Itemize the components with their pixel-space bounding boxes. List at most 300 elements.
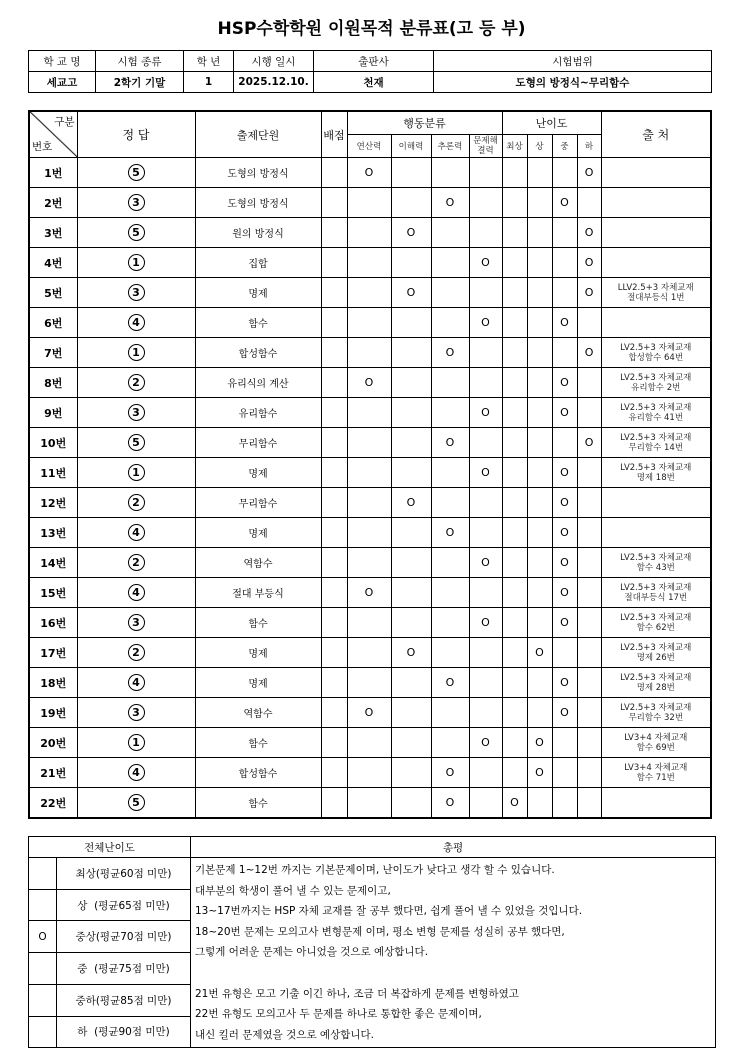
level-label: 최상(평균60점 미만): [57, 858, 191, 890]
behavior-cell: [347, 338, 391, 368]
source-cell: [601, 638, 711, 668]
difficulty-cell: [577, 368, 601, 398]
check-mark: O: [584, 166, 594, 179]
difficulty-cell: [502, 728, 527, 758]
behavior-cell: [347, 368, 391, 398]
check-mark: O: [445, 346, 455, 359]
difficulty-cell: [527, 518, 552, 548]
circled-answer: 1: [128, 464, 145, 481]
answer-cell: [77, 668, 195, 698]
difficulty-cell: [577, 608, 601, 638]
score-cell: [321, 698, 347, 728]
answer-cell: [77, 638, 195, 668]
behavior-cell: [469, 728, 502, 758]
source-cell: [601, 728, 711, 758]
source-cell: [601, 398, 711, 428]
score-cell: [321, 338, 347, 368]
behavior-cell: [391, 758, 431, 788]
source-header: 출 처: [601, 111, 711, 158]
source-line: 명제 28번: [636, 682, 675, 693]
source-cell: [601, 578, 711, 608]
comment-line: 대부분의 학생이 풀어 낼 수 있는 문제이고,: [195, 884, 391, 897]
difficulty-cell: [527, 488, 552, 518]
source-cell: [601, 488, 711, 518]
check-mark: O: [584, 226, 594, 239]
source-line: LLV2.5+3 자체교재: [617, 282, 694, 293]
comment-line: 22번 유형도 모의고사 두 문제를 하나로 통합한 좋은 문제이며,: [195, 1008, 482, 1021]
answer-cell: [77, 218, 195, 248]
classification-table: [28, 110, 712, 819]
circled-answer: 3: [128, 284, 145, 301]
check-mark: O: [406, 646, 416, 659]
check-mark: O: [364, 166, 374, 179]
level-label: 중 (평균75점 미만): [57, 953, 191, 985]
behavior-cell: [391, 248, 431, 278]
difficulty-cell: [552, 698, 577, 728]
score-cell: [321, 578, 347, 608]
behavior-cell: [347, 578, 391, 608]
difficulty-cell: [577, 458, 601, 488]
check-mark: O: [560, 466, 569, 479]
difficulty-cell: [577, 278, 601, 308]
table-row: [29, 278, 711, 308]
check-mark: O: [406, 226, 416, 239]
difficulty-cell: [527, 668, 552, 698]
score-cell: [321, 398, 347, 428]
circled-answer: 1: [128, 344, 145, 361]
circled-answer: 3: [128, 614, 145, 631]
table-row: [29, 698, 711, 728]
source-line: 함수 71번: [636, 772, 675, 783]
difficulty-cell: [577, 668, 601, 698]
difficulty-cell: [502, 518, 527, 548]
difficulty-cell: [552, 398, 577, 428]
info-header: 시행 일시: [234, 51, 314, 72]
question-number: 6번: [29, 308, 77, 338]
source-cell: [601, 668, 711, 698]
question-number: 20번: [29, 728, 77, 758]
check-mark: O: [535, 736, 544, 749]
level-row: [29, 858, 716, 890]
check-mark: O: [481, 316, 490, 329]
difficulty-cell: [527, 608, 552, 638]
unit-cell: 역함수: [195, 698, 321, 728]
question-number: 5번: [29, 278, 77, 308]
difficulty-cell: [502, 158, 527, 188]
source-line: 무리함수 14번: [628, 442, 684, 453]
circled-answer: 4: [128, 524, 145, 541]
comment-cell: [191, 858, 716, 1048]
behavior-cell: [391, 398, 431, 428]
question-number: 9번: [29, 398, 77, 428]
behavior-cell: [431, 548, 469, 578]
comment-line: 21번 유형은 모고 기출 이긴 하나, 조금 더 복잡하게 문제를 변형하였고: [195, 987, 519, 1000]
level-mark: [29, 953, 57, 985]
source-line: LV2.5+3 자체교재: [620, 462, 692, 473]
answer-cell: [77, 698, 195, 728]
question-number: 14번: [29, 548, 77, 578]
check-mark: O: [406, 286, 416, 299]
behavior-cell: [391, 308, 431, 338]
table-row: [29, 428, 711, 458]
question-number: 4번: [29, 248, 77, 278]
behavior-cell: [469, 218, 502, 248]
table-row: [29, 548, 711, 578]
source-line: LV3+4 자체교재: [624, 732, 688, 743]
source-line: 유리함수 2번: [631, 382, 681, 393]
difficulty-cell: [577, 248, 601, 278]
check-mark: O: [560, 316, 569, 329]
answer-cell: [77, 338, 195, 368]
circled-answer: 1: [128, 254, 145, 271]
unit-header: 출제단원: [195, 111, 321, 158]
circled-answer: 2: [128, 554, 145, 571]
difficulty-cell: [552, 218, 577, 248]
difficulty-cell: [552, 458, 577, 488]
source-line: 절대부등식 17번: [624, 592, 688, 603]
check-mark: O: [481, 616, 490, 629]
source-cell: [601, 428, 711, 458]
difficulty-cell: [552, 608, 577, 638]
behavior-cell: [347, 758, 391, 788]
source-cell: [601, 278, 711, 308]
difficulty-cell: [577, 548, 601, 578]
difficulty-cell: [502, 188, 527, 218]
difficulty-cell: [502, 578, 527, 608]
behavior-cell: [391, 218, 431, 248]
difficulty-cell: [502, 548, 527, 578]
check-mark: O: [445, 436, 455, 449]
score-cell: [321, 158, 347, 188]
behavior-cell: [469, 518, 502, 548]
behavior-cell: [347, 308, 391, 338]
difficulty-cell: [577, 338, 601, 368]
behavior-cell: [391, 278, 431, 308]
behavior-cell: [431, 758, 469, 788]
difficulty-cell: [502, 338, 527, 368]
corner-bottom-label: 번호: [32, 141, 53, 153]
difficulty-cell: [577, 728, 601, 758]
behavior-cell: [391, 338, 431, 368]
level-label: 중하(평균85점 미만): [57, 984, 191, 1016]
check-mark: O: [445, 526, 455, 539]
info-header: 시험범위: [434, 51, 712, 72]
source-cell: [601, 218, 711, 248]
unit-cell: 무리함수: [195, 428, 321, 458]
difficulty-cell: [502, 218, 527, 248]
page-title: HSP수학학원 이원목적 분류표(고 등 부): [217, 19, 526, 39]
behavior-cell: [391, 188, 431, 218]
unit-cell: 절대 부등식: [195, 578, 321, 608]
check-mark: O: [584, 286, 594, 299]
behavior-cell: [469, 488, 502, 518]
table-row: [29, 608, 711, 638]
comment-line: 13~17번까지는 HSP 자체 교재를 잘 공부 했다면, 쉽게 풀어 낼 수 있었을 것입니다.: [195, 905, 583, 918]
behavior-cell: [431, 488, 469, 518]
behavior-header: 행동분류: [347, 111, 502, 135]
table-row: [29, 458, 711, 488]
score-cell: [321, 218, 347, 248]
behavior-col-header: 추론력: [431, 135, 469, 158]
source-line: 절대부등식 1번: [627, 292, 685, 303]
behavior-cell: [431, 458, 469, 488]
level-mark: [29, 1016, 57, 1048]
info-header: 학 교 명: [29, 51, 96, 72]
circled-answer: 2: [128, 494, 145, 511]
comment-line: 기본문제 1~12번 까지는 기본문제이며, 난이도가 낮다고 생각 할 수 있습니다.: [195, 864, 555, 876]
source-line: LV2.5+3 자체교재: [620, 582, 692, 593]
check-mark: O: [445, 196, 455, 209]
source-cell: [601, 758, 711, 788]
difficulty-cell: [502, 758, 527, 788]
question-number: 19번: [29, 698, 77, 728]
corner-top-label: 구분: [54, 116, 75, 128]
info-header: 시험 종류: [96, 51, 184, 72]
unit-cell: 합성함수: [195, 338, 321, 368]
source-cell: [601, 518, 711, 548]
answer-cell: [77, 458, 195, 488]
comment-line: 18~20번 문제는 모의고사 변형문제 이며, 평소 변형 문제를 성실히 공부 했다면,: [195, 925, 565, 938]
score-cell: [321, 188, 347, 218]
score-cell: [321, 308, 347, 338]
source-cell: [601, 458, 711, 488]
behavior-cell: [469, 338, 502, 368]
comment-line: 내신 킬러 문제였을 것으로 예상합니다.: [195, 1028, 374, 1041]
source-cell: [601, 368, 711, 398]
behavior-cell: [347, 698, 391, 728]
difficulty-cell: [502, 488, 527, 518]
comment-line: [195, 963, 711, 984]
score-cell: [321, 278, 347, 308]
difficulty-cell: [552, 758, 577, 788]
source-cell: [601, 698, 711, 728]
answer-cell: [77, 578, 195, 608]
behavior-cell: [347, 278, 391, 308]
check-mark: O: [560, 196, 569, 209]
table-row: [29, 578, 711, 608]
source-cell: [601, 158, 711, 188]
score-cell: [321, 668, 347, 698]
level-mark: [29, 984, 57, 1016]
difficulty-cell: [577, 788, 601, 819]
question-number: 18번: [29, 668, 77, 698]
difficulty-cell: [502, 428, 527, 458]
answer-cell: [77, 608, 195, 638]
unit-cell: 함수: [195, 308, 321, 338]
score-cell: [321, 548, 347, 578]
circled-answer: 3: [128, 194, 145, 211]
answer-cell: [77, 488, 195, 518]
check-mark: O: [364, 586, 374, 599]
info-value: 2025.12.10.: [234, 72, 314, 93]
behavior-cell: [391, 548, 431, 578]
difficulty-cell: [552, 308, 577, 338]
unit-cell: 함수: [195, 728, 321, 758]
difficulty-cell: [577, 518, 601, 548]
source-line: 합성함수 64번: [628, 352, 684, 363]
answer-cell: [77, 428, 195, 458]
circled-answer: 5: [128, 434, 145, 451]
check-mark: O: [481, 256, 490, 269]
question-number: 2번: [29, 188, 77, 218]
behavior-cell: [347, 518, 391, 548]
question-number: 11번: [29, 458, 77, 488]
table-row: [29, 158, 711, 188]
check-mark: O: [584, 346, 594, 359]
score-cell: [321, 728, 347, 758]
difficulty-cell: [552, 428, 577, 458]
check-mark: O: [445, 766, 455, 779]
answer-cell: [77, 368, 195, 398]
difficulty-cell: [527, 248, 552, 278]
score-cell: [321, 368, 347, 398]
circled-answer: 5: [128, 224, 145, 241]
answer-cell: [77, 188, 195, 218]
source-line: LV2.5+3 자체교재: [620, 612, 692, 623]
answer-cell: [77, 728, 195, 758]
behavior-cell: [431, 368, 469, 398]
behavior-cell: [469, 548, 502, 578]
behavior-cell: [431, 668, 469, 698]
unit-cell: 함수: [195, 788, 321, 819]
table-row: [29, 248, 711, 278]
difficulty-cell: [552, 338, 577, 368]
unit-cell: 역함수: [195, 548, 321, 578]
source-cell: [601, 308, 711, 338]
difficulty-cell: [527, 308, 552, 338]
table-row: [29, 488, 711, 518]
check-mark: O: [584, 256, 594, 269]
table-row: [29, 338, 711, 368]
level-label: 중상(평균70점 미만): [57, 921, 191, 953]
source-line: 명제 26번: [636, 652, 675, 663]
difficulty-cell: [552, 728, 577, 758]
circled-answer: 1: [128, 734, 145, 751]
check-mark: O: [535, 646, 544, 659]
question-number: 13번: [29, 518, 77, 548]
difficulty-cell: [552, 518, 577, 548]
behavior-cell: [347, 608, 391, 638]
difficulty-cell: [502, 788, 527, 819]
behavior-cell: [347, 458, 391, 488]
check-mark: O: [560, 556, 569, 569]
behavior-cell: [391, 668, 431, 698]
level-label: 상 (평균65점 미만): [57, 889, 191, 921]
behavior-cell: [391, 518, 431, 548]
unit-cell: 원의 방정식: [195, 218, 321, 248]
behavior-cell: [391, 698, 431, 728]
circled-answer: 5: [128, 794, 145, 811]
table-row: [29, 788, 711, 819]
difficulty-cell: [527, 338, 552, 368]
unit-cell: 명제: [195, 668, 321, 698]
behavior-cell: [469, 638, 502, 668]
behavior-cell: [469, 698, 502, 728]
difficulty-cell: [527, 368, 552, 398]
source-cell: [601, 338, 711, 368]
difficulty-col-header: 최상: [502, 135, 527, 158]
source-cell: [601, 248, 711, 278]
score-cell: [321, 608, 347, 638]
source-line: LV3+4 자체교재: [624, 762, 688, 773]
behavior-cell: [391, 488, 431, 518]
exam-info-table: [28, 50, 712, 93]
difficulty-cell: [577, 488, 601, 518]
difficulty-cell: [527, 578, 552, 608]
check-mark: O: [364, 376, 374, 389]
summary-table: [28, 836, 716, 1048]
comment-header: 총평: [191, 837, 716, 858]
score-cell: [321, 488, 347, 518]
behavior-cell: [431, 248, 469, 278]
behavior-cell: [391, 608, 431, 638]
circled-answer: 3: [128, 704, 145, 721]
score-cell: [321, 248, 347, 278]
info-header: 출판사: [314, 51, 434, 72]
corner-cell: [29, 111, 77, 158]
behavior-cell: [347, 728, 391, 758]
unit-cell: 명제: [195, 278, 321, 308]
source-line: LV2.5+3 자체교재: [620, 402, 692, 413]
behavior-cell: [469, 398, 502, 428]
behavior-cell: [469, 458, 502, 488]
question-number: 1번: [29, 158, 77, 188]
behavior-cell: [347, 788, 391, 819]
info-value: 세교고: [29, 72, 96, 93]
score-cell: [321, 788, 347, 819]
behavior-cell: [431, 398, 469, 428]
table-row: [29, 518, 711, 548]
level-header: 전체난이도: [29, 837, 191, 858]
question-number: 8번: [29, 368, 77, 398]
behavior-cell: [469, 578, 502, 608]
level-label: 하 (평균90점 미만): [57, 1016, 191, 1048]
behavior-cell: [469, 278, 502, 308]
behavior-cell: [347, 218, 391, 248]
difficulty-cell: [577, 158, 601, 188]
behavior-cell: [391, 428, 431, 458]
unit-cell: 도형의 방정식: [195, 158, 321, 188]
difficulty-cell: [527, 428, 552, 458]
check-mark: O: [560, 706, 569, 719]
behavior-cell: [431, 698, 469, 728]
table-row: [29, 368, 711, 398]
behavior-cell: [469, 158, 502, 188]
source-line: 무리함수 32번: [628, 712, 684, 723]
score-cell: [321, 428, 347, 458]
difficulty-cell: [552, 188, 577, 218]
table-row: [29, 758, 711, 788]
answer-cell: [77, 788, 195, 819]
answer-cell: [77, 518, 195, 548]
source-line: 함수 62번: [636, 622, 675, 633]
check-mark: O: [560, 526, 569, 539]
table-row: [29, 308, 711, 338]
difficulty-cell: [502, 668, 527, 698]
difficulty-cell: [577, 758, 601, 788]
circled-answer: 4: [128, 584, 145, 601]
answer-cell: [77, 548, 195, 578]
question-number: 15번: [29, 578, 77, 608]
behavior-cell: [431, 788, 469, 819]
check-mark: O: [560, 676, 569, 689]
difficulty-cell: [552, 578, 577, 608]
behavior-cell: [431, 188, 469, 218]
check-mark: O: [481, 556, 490, 569]
answer-cell: [77, 248, 195, 278]
behavior-cell: [347, 638, 391, 668]
difficulty-cell: [527, 278, 552, 308]
